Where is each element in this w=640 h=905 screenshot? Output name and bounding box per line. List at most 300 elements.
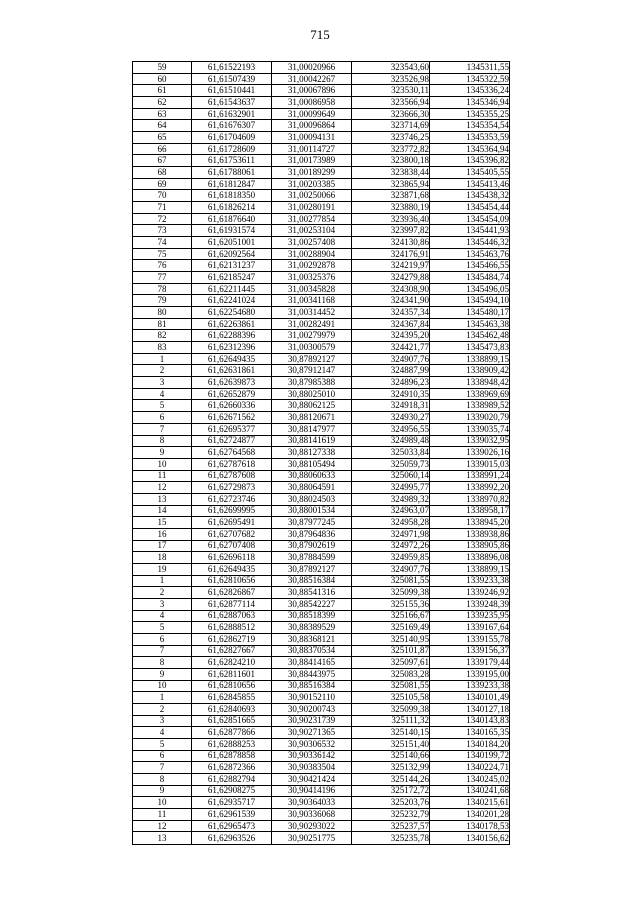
- cell-coord-y: 1339233,38: [430, 680, 510, 692]
- cell-longitude: 31,00042267: [272, 73, 352, 85]
- cell-coord-x: 325060,14: [352, 470, 430, 482]
- cell-latitude: 61,62963526: [192, 832, 272, 845]
- cell-coord-y: 1345438,32: [430, 190, 510, 202]
- cell-coord-y: 1339167,64: [430, 622, 510, 634]
- table-row: [133, 750, 510, 762]
- cell-coord-x: 324963,07: [352, 505, 430, 517]
- cell-coord-x: 325099,38: [352, 703, 430, 715]
- cell-point-number: 77: [133, 272, 192, 284]
- cell-longitude: 31,00173989: [272, 155, 352, 167]
- cell-latitude: 61,62965473: [192, 820, 272, 832]
- cell-coord-y: 1345454,44: [430, 202, 510, 214]
- cell-latitude: 61,62826867: [192, 587, 272, 599]
- cell-coord-x: 325099,38: [352, 587, 430, 599]
- cell-latitude: 61,62935717: [192, 797, 272, 809]
- cell-longitude: 30,90293022: [272, 820, 352, 832]
- table-row: [133, 423, 510, 435]
- cell-coord-x: 325140,66: [352, 750, 430, 762]
- cell-coord-y: 1339233,38: [430, 575, 510, 587]
- cell-point-number: 9: [133, 668, 192, 680]
- cell-coord-y: 1339195,00: [430, 668, 510, 680]
- cell-latitude: 61,62707408: [192, 540, 272, 552]
- cell-coord-y: 1345353,59: [430, 132, 510, 144]
- cell-coord-x: 323526,98: [352, 73, 430, 85]
- cell-longitude: 30,90271365: [272, 727, 352, 739]
- cell-coord-x: 323714,69: [352, 120, 430, 132]
- cell-coord-x: 324130,86: [352, 237, 430, 249]
- table-row: [133, 307, 510, 319]
- cell-coord-x: 324896,23: [352, 377, 430, 389]
- table-row: [133, 482, 510, 494]
- cell-longitude: 30,90364033: [272, 797, 352, 809]
- cell-longitude: 31,00314452: [272, 307, 352, 319]
- cell-latitude: 61,61788061: [192, 167, 272, 179]
- cell-latitude: 61,62827667: [192, 645, 272, 657]
- cell-coord-x: 324308,90: [352, 283, 430, 295]
- cell-coord-y: 1345355,25: [430, 108, 510, 120]
- table-row: [133, 272, 510, 284]
- cell-coord-y: 1340201,28: [430, 809, 510, 821]
- cell-coord-y: 1340101,49: [430, 692, 510, 704]
- cell-coord-x: 324279,88: [352, 272, 430, 284]
- cell-coord-x: 325033,84: [352, 447, 430, 459]
- cell-coord-x: 323543,60: [352, 62, 430, 74]
- cell-latitude: 61,62882794: [192, 773, 272, 785]
- cell-latitude: 61,62887063: [192, 610, 272, 622]
- cell-coord-x: 323871,68: [352, 190, 430, 202]
- cell-longitude: 30,88389529: [272, 622, 352, 634]
- cell-coord-y: 1345466,55: [430, 260, 510, 272]
- table-row: [133, 738, 510, 750]
- cell-point-number: 76: [133, 260, 192, 272]
- cell-longitude: 30,90152110: [272, 692, 352, 704]
- table-row: [133, 703, 510, 715]
- cell-coord-y: 1338896,08: [430, 552, 510, 564]
- cell-coord-y: 1340199,72: [430, 750, 510, 762]
- cell-coord-x: 323880,19: [352, 202, 430, 214]
- cell-longitude: 30,87902619: [272, 540, 352, 552]
- table-row: [133, 657, 510, 669]
- cell-point-number: 9: [133, 785, 192, 797]
- cell-coord-x: 323746,25: [352, 132, 430, 144]
- cell-coord-x: 325132,99: [352, 762, 430, 774]
- cell-longitude: 30,88025010: [272, 388, 352, 400]
- table-row: [133, 540, 510, 552]
- cell-coord-y: 1345462,48: [430, 330, 510, 342]
- cell-latitude: 61,62263861: [192, 318, 272, 330]
- cell-coord-y: 1345405,55: [430, 167, 510, 179]
- cell-latitude: 61,62660336: [192, 400, 272, 412]
- cell-coord-y: 1338899,15: [430, 563, 510, 575]
- table-row: [133, 143, 510, 155]
- cell-coord-y: 1345322,59: [430, 73, 510, 85]
- cell-coord-y: 1338991,24: [430, 470, 510, 482]
- table-row: [133, 563, 510, 575]
- cell-longitude: 31,00300579: [272, 342, 352, 354]
- cell-latitude: 61,62811601: [192, 668, 272, 680]
- cell-coord-x: 323936,40: [352, 213, 430, 225]
- cell-longitude: 30,87892127: [272, 353, 352, 365]
- cell-coord-y: 1340224,71: [430, 762, 510, 774]
- table-row: [133, 318, 510, 330]
- cell-point-number: 65: [133, 132, 192, 144]
- table-row: [133, 260, 510, 272]
- cell-longitude: 30,88060633: [272, 470, 352, 482]
- cell-coord-x: 324357,34: [352, 307, 430, 319]
- coordinates-table-body: [133, 62, 510, 845]
- cell-longitude: 30,87892127: [272, 563, 352, 575]
- table-row: [133, 400, 510, 412]
- cell-coord-x: 325083,28: [352, 668, 430, 680]
- cell-point-number: 60: [133, 73, 192, 85]
- cell-latitude: 61,62707682: [192, 528, 272, 540]
- cell-point-number: 17: [133, 540, 192, 552]
- table-row: [133, 622, 510, 634]
- table-row: [133, 633, 510, 645]
- cell-point-number: 66: [133, 143, 192, 155]
- cell-latitude: 61,61676307: [192, 120, 272, 132]
- cell-longitude: 30,88147977: [272, 423, 352, 435]
- cell-latitude: 61,62878858: [192, 750, 272, 762]
- cell-coord-x: 323865,94: [352, 178, 430, 190]
- table-row: [133, 365, 510, 377]
- cell-coord-y: 1340127,18: [430, 703, 510, 715]
- table-row: [133, 680, 510, 692]
- cell-point-number: 75: [133, 248, 192, 260]
- cell-coord-x: 325235,78: [352, 832, 430, 845]
- cell-longitude: 31,00094131: [272, 132, 352, 144]
- cell-latitude: 61,62051001: [192, 237, 272, 249]
- cell-coord-x: 324958,28: [352, 517, 430, 529]
- cell-point-number: 14: [133, 505, 192, 517]
- cell-latitude: 61,62787618: [192, 458, 272, 470]
- table-row: [133, 645, 510, 657]
- cell-point-number: 67: [133, 155, 192, 167]
- cell-latitude: 61,62131237: [192, 260, 272, 272]
- table-row: [133, 797, 510, 809]
- cell-coord-x: 323800,18: [352, 155, 430, 167]
- cell-point-number: 2: [133, 587, 192, 599]
- cell-point-number: 11: [133, 809, 192, 821]
- cell-longitude: 30,90383504: [272, 762, 352, 774]
- cell-coord-x: 325081,55: [352, 575, 430, 587]
- cell-coord-y: 1339248,39: [430, 598, 510, 610]
- cell-longitude: 30,87977245: [272, 517, 352, 529]
- cell-latitude: 61,62851665: [192, 715, 272, 727]
- table-row: [133, 190, 510, 202]
- cell-coord-y: 1345463,38: [430, 318, 510, 330]
- cell-point-number: 81: [133, 318, 192, 330]
- cell-point-number: 62: [133, 97, 192, 109]
- cell-latitude: 61,62877866: [192, 727, 272, 739]
- cell-coord-x: 325151,40: [352, 738, 430, 750]
- cell-coord-y: 1339155,78: [430, 633, 510, 645]
- cell-longitude: 30,88105494: [272, 458, 352, 470]
- cell-coord-y: 1345336,24: [430, 85, 510, 97]
- cell-latitude: 61,62888253: [192, 738, 272, 750]
- cell-coord-x: 324907,76: [352, 353, 430, 365]
- cell-longitude: 31,00114727: [272, 143, 352, 155]
- cell-longitude: 31,00280191: [272, 202, 352, 214]
- cell-point-number: 2: [133, 703, 192, 715]
- cell-point-number: 12: [133, 820, 192, 832]
- cell-longitude: 30,88516384: [272, 680, 352, 692]
- cell-coord-x: 325140,15: [352, 727, 430, 739]
- table-row: [133, 785, 510, 797]
- cell-coord-y: 1339235,95: [430, 610, 510, 622]
- cell-coord-y: 1338989,52: [430, 400, 510, 412]
- cell-latitude: 61,62877114: [192, 598, 272, 610]
- cell-point-number: 16: [133, 528, 192, 540]
- cell-latitude: 61,61876640: [192, 213, 272, 225]
- coordinates-table: [132, 61, 510, 845]
- cell-latitude: 61,62185247: [192, 272, 272, 284]
- cell-point-number: 78: [133, 283, 192, 295]
- cell-longitude: 31,00096864: [272, 120, 352, 132]
- table-row: [133, 668, 510, 680]
- table-row: [133, 727, 510, 739]
- table-row: [133, 715, 510, 727]
- cell-coord-x: 324176,91: [352, 248, 430, 260]
- cell-point-number: 4: [133, 388, 192, 400]
- table-row: [133, 237, 510, 249]
- cell-latitude: 61,62652879: [192, 388, 272, 400]
- cell-longitude: 30,88368121: [272, 633, 352, 645]
- cell-latitude: 61,62241024: [192, 295, 272, 307]
- cell-coord-y: 1338948,42: [430, 377, 510, 389]
- cell-point-number: 9: [133, 447, 192, 459]
- cell-point-number: 70: [133, 190, 192, 202]
- cell-latitude: 61,62639873: [192, 377, 272, 389]
- cell-latitude: 61,62824210: [192, 657, 272, 669]
- table-row: [133, 412, 510, 424]
- table-row: [133, 155, 510, 167]
- cell-coord-x: 325140,95: [352, 633, 430, 645]
- cell-coord-x: 323772,82: [352, 143, 430, 155]
- cell-longitude: 30,88120671: [272, 412, 352, 424]
- cell-point-number: 2: [133, 365, 192, 377]
- cell-coord-y: 1340215,61: [430, 797, 510, 809]
- cell-point-number: 64: [133, 120, 192, 132]
- cell-coord-y: 1338938,86: [430, 528, 510, 540]
- table-row: [133, 97, 510, 109]
- cell-longitude: 30,90421424: [272, 773, 352, 785]
- table-row: [133, 388, 510, 400]
- cell-coord-x: 324421,77: [352, 342, 430, 354]
- cell-longitude: 30,90306532: [272, 738, 352, 750]
- cell-latitude: 61,62723746: [192, 493, 272, 505]
- cell-point-number: 4: [133, 727, 192, 739]
- cell-latitude: 61,62092564: [192, 248, 272, 260]
- cell-coord-x: 323666,30: [352, 108, 430, 120]
- cell-coord-x: 324971,98: [352, 528, 430, 540]
- table-row: [133, 809, 510, 821]
- cell-coord-y: 1338970,82: [430, 493, 510, 505]
- table-row: [133, 202, 510, 214]
- cell-latitude: 61,61522193: [192, 62, 272, 74]
- cell-longitude: 30,88516384: [272, 575, 352, 587]
- cell-longitude: 31,00203385: [272, 178, 352, 190]
- table-row: [133, 575, 510, 587]
- table-row: [133, 505, 510, 517]
- cell-longitude: 30,87985388: [272, 377, 352, 389]
- cell-latitude: 61,62908275: [192, 785, 272, 797]
- cell-point-number: 7: [133, 423, 192, 435]
- cell-latitude: 61,62840693: [192, 703, 272, 715]
- cell-coord-y: 1345413,46: [430, 178, 510, 190]
- cell-coord-y: 1345473,83: [430, 342, 510, 354]
- cell-coord-y: 1345454,09: [430, 213, 510, 225]
- cell-coord-y: 1345480,17: [430, 307, 510, 319]
- cell-longitude: 31,00257408: [272, 237, 352, 249]
- cell-latitude: 61,61753611: [192, 155, 272, 167]
- cell-point-number: 7: [133, 762, 192, 774]
- cell-coord-x: 325237,57: [352, 820, 430, 832]
- cell-point-number: 74: [133, 237, 192, 249]
- cell-longitude: 31,00067896: [272, 85, 352, 97]
- cell-coord-x: 325144,26: [352, 773, 430, 785]
- table-row: [133, 108, 510, 120]
- cell-coord-x: 324930,27: [352, 412, 430, 424]
- cell-longitude: 30,90414196: [272, 785, 352, 797]
- cell-latitude: 61,61826214: [192, 202, 272, 214]
- cell-coord-y: 1345346,94: [430, 97, 510, 109]
- cell-latitude: 61,62695491: [192, 517, 272, 529]
- cell-point-number: 1: [133, 353, 192, 365]
- cell-point-number: 5: [133, 738, 192, 750]
- cell-latitude: 61,62649435: [192, 563, 272, 575]
- cell-coord-x: 325169,49: [352, 622, 430, 634]
- table-row: [133, 692, 510, 704]
- cell-longitude: 31,00020966: [272, 62, 352, 74]
- cell-point-number: 1: [133, 575, 192, 587]
- cell-point-number: 10: [133, 458, 192, 470]
- table-row: [133, 342, 510, 354]
- cell-coord-y: 1340245,02: [430, 773, 510, 785]
- cell-coord-x: 325172,72: [352, 785, 430, 797]
- cell-coord-y: 1345494,10: [430, 295, 510, 307]
- cell-latitude: 61,61931574: [192, 225, 272, 237]
- cell-point-number: 6: [133, 750, 192, 762]
- table-row: [133, 493, 510, 505]
- cell-coord-x: 324989,48: [352, 435, 430, 447]
- cell-coord-y: 1338992,20: [430, 482, 510, 494]
- table-row: [133, 73, 510, 85]
- cell-point-number: 13: [133, 832, 192, 845]
- cell-coord-x: 325155,36: [352, 598, 430, 610]
- cell-coord-x: 324219,97: [352, 260, 430, 272]
- cell-longitude: 30,88541316: [272, 587, 352, 599]
- cell-coord-y: 1345446,32: [430, 237, 510, 249]
- cell-coord-x: 325232,79: [352, 809, 430, 821]
- cell-coord-x: 325059,73: [352, 458, 430, 470]
- cell-coord-y: 1345396,82: [430, 155, 510, 167]
- table-row: [133, 470, 510, 482]
- table-row: [133, 820, 510, 832]
- table-row: [133, 120, 510, 132]
- cell-point-number: 10: [133, 680, 192, 692]
- cell-coord-x: 324972,26: [352, 540, 430, 552]
- cell-longitude: 30,88001534: [272, 505, 352, 517]
- cell-point-number: 18: [133, 552, 192, 564]
- cell-coord-x: 324995,77: [352, 482, 430, 494]
- cell-coord-y: 1339020,79: [430, 412, 510, 424]
- cell-latitude: 61,62288396: [192, 330, 272, 342]
- cell-point-number: 4: [133, 610, 192, 622]
- cell-longitude: 30,88062125: [272, 400, 352, 412]
- cell-point-number: 73: [133, 225, 192, 237]
- cell-longitude: 30,88542227: [272, 598, 352, 610]
- cell-coord-y: 1338905,86: [430, 540, 510, 552]
- table-row: [133, 587, 510, 599]
- cell-coord-y: 1338899,15: [430, 353, 510, 365]
- cell-point-number: 3: [133, 715, 192, 727]
- table-row: [133, 62, 510, 74]
- cell-coord-y: 1339156,37: [430, 645, 510, 657]
- cell-coord-y: 1345441,93: [430, 225, 510, 237]
- cell-latitude: 61,62671562: [192, 412, 272, 424]
- cell-point-number: 15: [133, 517, 192, 529]
- cell-coord-x: 323997,82: [352, 225, 430, 237]
- cell-point-number: 61: [133, 85, 192, 97]
- cell-longitude: 31,00086958: [272, 97, 352, 109]
- cell-coord-y: 1345311,55: [430, 62, 510, 74]
- cell-latitude: 61,61818350: [192, 190, 272, 202]
- cell-coord-y: 1340178,53: [430, 820, 510, 832]
- cell-point-number: 69: [133, 178, 192, 190]
- cell-point-number: 59: [133, 62, 192, 74]
- table-row: [133, 295, 510, 307]
- table-row: [133, 610, 510, 622]
- cell-point-number: 71: [133, 202, 192, 214]
- cell-longitude: 30,88370534: [272, 645, 352, 657]
- cell-point-number: 12: [133, 482, 192, 494]
- cell-point-number: 7: [133, 645, 192, 657]
- cell-longitude: 30,87884599: [272, 552, 352, 564]
- cell-latitude: 61,62699995: [192, 505, 272, 517]
- cell-latitude: 61,61543637: [192, 97, 272, 109]
- cell-longitude: 30,90336142: [272, 750, 352, 762]
- cell-coord-x: 325111,32: [352, 715, 430, 727]
- cell-latitude: 61,61510441: [192, 85, 272, 97]
- table-row: [133, 517, 510, 529]
- cell-coord-x: 324910,35: [352, 388, 430, 400]
- cell-point-number: 72: [133, 213, 192, 225]
- cell-latitude: 61,62810656: [192, 575, 272, 587]
- cell-point-number: 11: [133, 470, 192, 482]
- cell-longitude: 31,00282491: [272, 318, 352, 330]
- cell-point-number: 79: [133, 295, 192, 307]
- cell-point-number: 6: [133, 412, 192, 424]
- table-row: [133, 832, 510, 845]
- cell-coord-x: 323838,44: [352, 167, 430, 179]
- cell-coord-y: 1339035,74: [430, 423, 510, 435]
- cell-longitude: 30,88518399: [272, 610, 352, 622]
- cell-coord-y: 1345364,94: [430, 143, 510, 155]
- cell-point-number: 6: [133, 633, 192, 645]
- cell-latitude: 61,62961539: [192, 809, 272, 821]
- cell-longitude: 30,88064591: [272, 482, 352, 494]
- table-row: [133, 447, 510, 459]
- table-row: [133, 283, 510, 295]
- cell-longitude: 30,90336068: [272, 809, 352, 821]
- cell-point-number: 63: [133, 108, 192, 120]
- cell-latitude: 61,62888512: [192, 622, 272, 634]
- cell-coord-y: 1338945,20: [430, 517, 510, 529]
- cell-point-number: 13: [133, 493, 192, 505]
- cell-point-number: 8: [133, 773, 192, 785]
- cell-coord-x: 325097,61: [352, 657, 430, 669]
